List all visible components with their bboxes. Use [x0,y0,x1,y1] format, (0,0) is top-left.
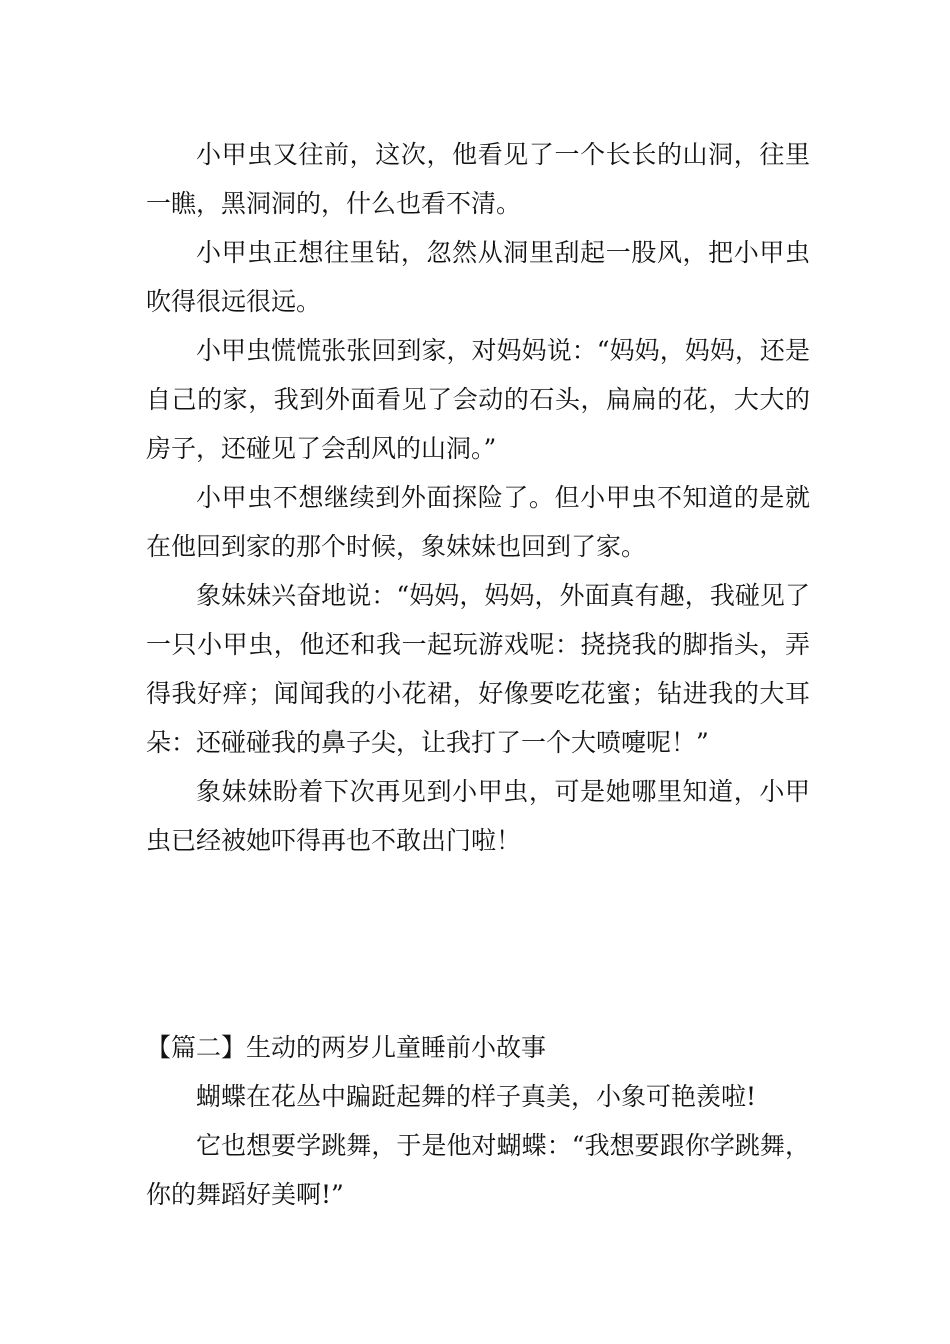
paragraph: 象妹妹盼着下次再见到小甲虫，可是她哪里知道，小甲虫已经被她吓得再也不敢出门啦！ [146,777,810,855]
paragraph: 小甲虫慌慌张张回到家，对妈妈说：“妈妈，妈妈，还是自己的家，我到外面看见了会动的石头，扁扁的花，大大的房子，还碰见了会刮风的山洞。” [146,336,810,463]
paragraph: 象妹妹兴奋地说：“妈妈，妈妈，外面真有趣，我碰见了一只小甲虫，他还和我一起玩游戏呢：挠挠我的脚指头，弄得我好痒；闻闻我的小花裙，好像要吃花蜜；钻进我的大耳朵：还碰碰我的鼻子尖，让我打了一个大喷嚏呢！” [146,581,810,757]
paragraph: 小甲虫正想往里钻，忽然从洞里刮起一股风，把小甲虫吹得很远很远。 [146,238,810,316]
paragraph: 蝴蝶在花丛中蹁跹起舞的样子真美，小象可艳羡啦! [196,1082,757,1111]
story-section-2 [146,1023,810,1219]
section-heading: 【篇二】生动的两岁儿童睡前小故事 [146,1033,547,1062]
paragraph: 小甲虫不想继续到外面探险了。但小甲虫不知道的是就在他回到家的那个时候，象妹妹也回到了家。 [146,483,810,561]
story-section-1 [146,130,810,865]
paragraph: 它也想要学跳舞，于是他对蝴蝶：“我想要跟你学跳舞，你的舞蹈好美啊!” [146,1131,810,1209]
paragraph: 小甲虫又往前，这次，他看见了一个长长的山洞，往里一瞧，黑洞洞的，什么也看不清。 [146,140,810,218]
